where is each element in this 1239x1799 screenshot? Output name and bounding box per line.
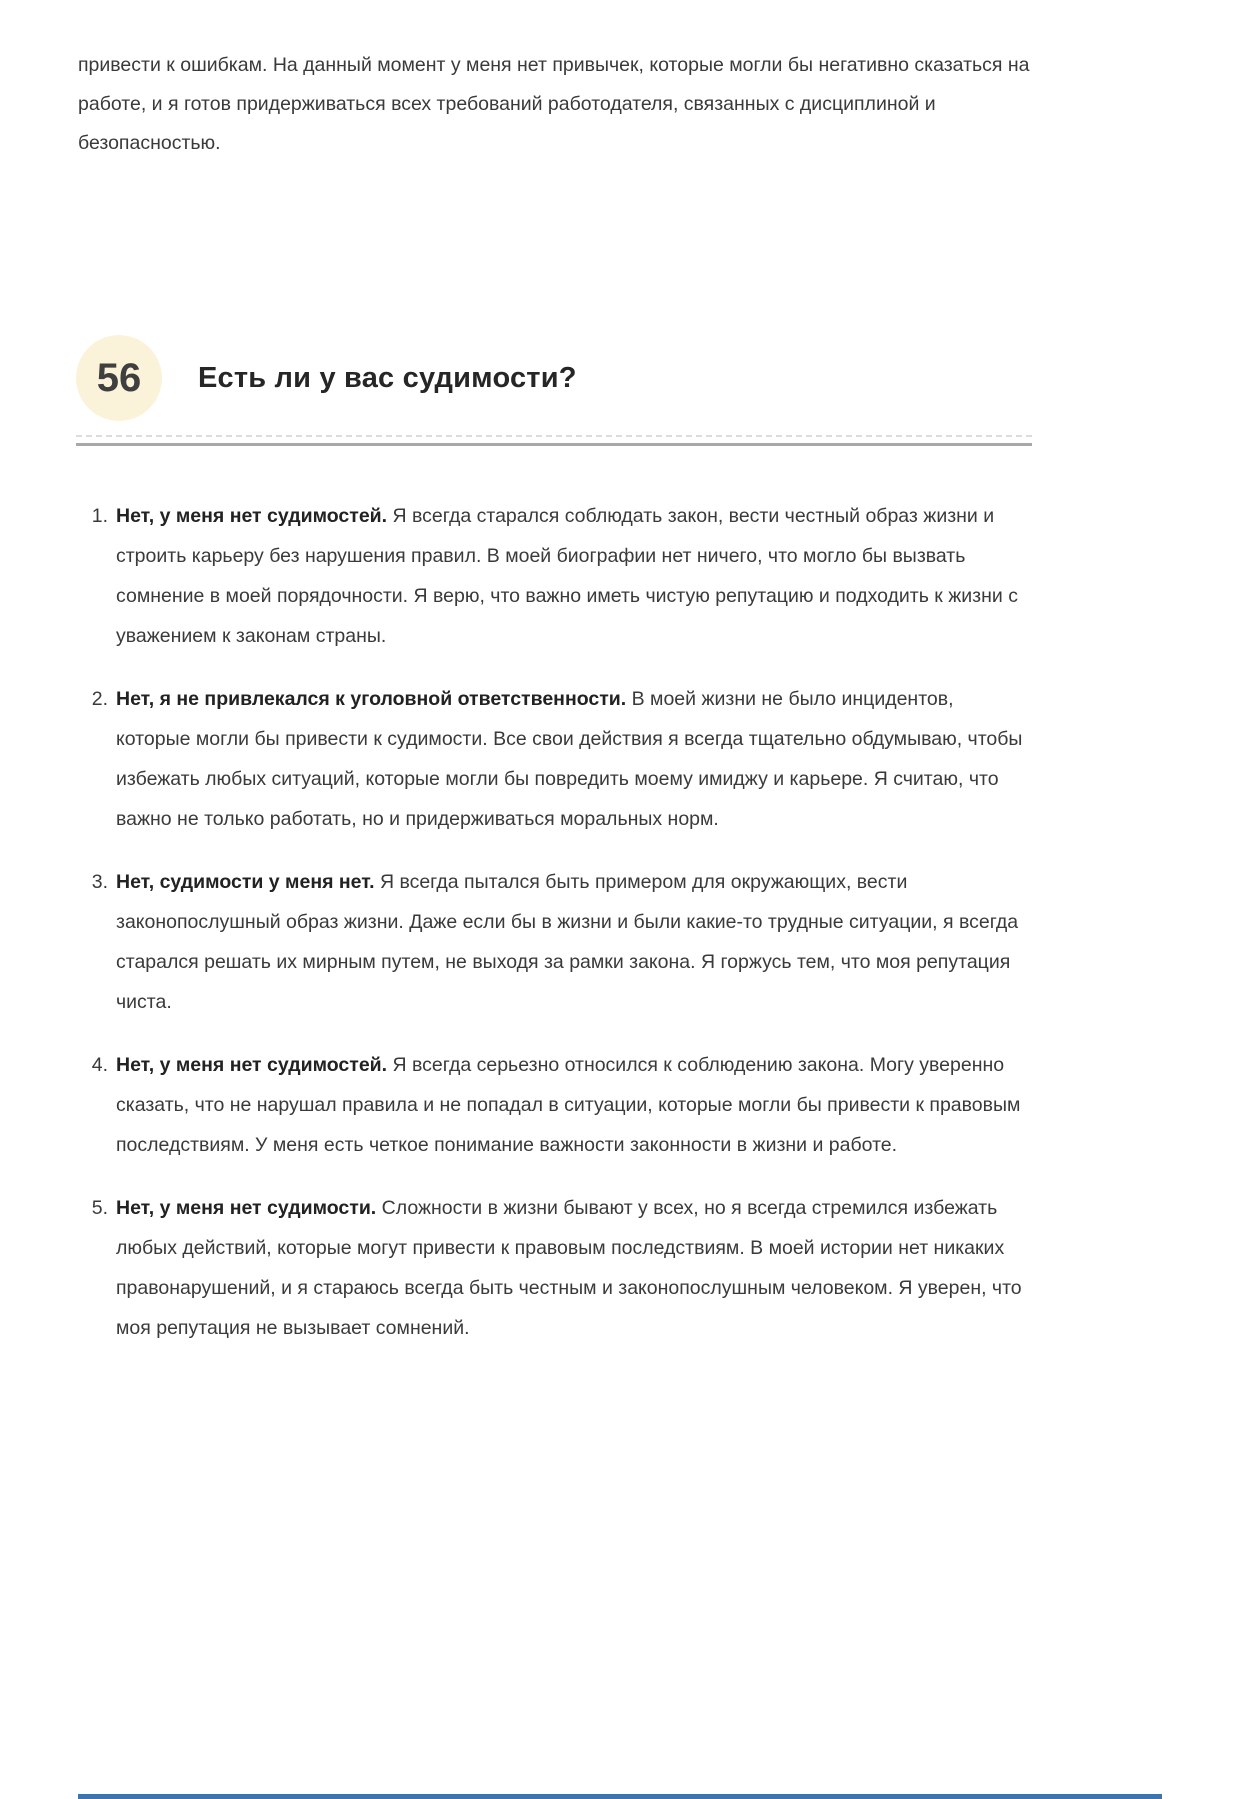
next-section-top-edge [78,1794,1162,1799]
question-title: Есть ли у вас судимости? [198,361,577,394]
answer-item-3 [78,862,1032,1022]
answer-text [116,1188,1032,1348]
answer-item-4 [78,1045,1032,1165]
answer-lead: Нет, у меня нет судимостей. [116,1054,388,1076]
answer-lead: Нет, судимости у меня нет. [116,871,375,893]
answer-text [116,496,1032,656]
answer-body: Я всегда старался соблюдать закон, вести честный образ жизни и строить карьеру без нарушения правил. В моей биографии нет ничего, что могло бы вызвать сомнение в моей порядочности. Я верю, что важно иметь чистую репутацию и подходить к жизни с уважением к законам страны. [116,505,1018,647]
answer-number: 2. [91,688,108,710]
answer-text [116,679,1032,839]
answer-body: Я всегда пытался быть примером для окружающих, вести законопослушный образ жизни. Даже если бы в жизни и были какие-то трудные ситуации, я всегда старался решать их мирным путем, не выходя за рамки закона. Я горжусь тем, что моя репутация чиста. [116,871,1019,1013]
intro-paragraph: привести к ошибкам. На данный момент у меня нет привычек, которые могли бы негативно сказаться на работе, и я готов придерживаться всех требований работодателя, связанных с дисциплиной и безопасностью. [78,54,1030,154]
answer-lead: Нет, я не привлекался к уголовной ответственности. [116,688,627,710]
answer-text [116,862,1032,1022]
document-page [0,46,1239,1799]
answer-item-2 [78,679,1032,839]
answer-body: Сложности в жизни бывают у всех, но я всегда стремился избежать любых действий, которые могут привести к правовым последствиям. В моей истории нет никаких правонарушений, и я стараюсь всегда быть честным и законопослушным человеком. Я уверен, что моя репутация не вызывает сомнений. [116,1197,1022,1339]
section-divider [76,435,1032,446]
answer-body: Я всегда серьезно относился к соблюдению закона. Могу уверенно сказать, что не нарушал правила и не попадал в ситуации, которые могли бы привести к правовым последствиям. У меня есть четкое понимание важности законности в жизни и работе. [116,1054,1021,1156]
answer-number: 1. [91,505,108,527]
question-number-badge: 56 [76,335,162,421]
question-header [76,335,1039,421]
answer-item-1 [78,496,1032,656]
answer-item-5 [78,1188,1032,1348]
answer-number: 4. [91,1054,108,1076]
answer-lead: Нет, у меня нет судимости. [116,1197,377,1219]
answers-list [78,496,1032,1348]
answer-lead: Нет, у меня нет судимостей. [116,505,388,527]
answer-number: 3. [91,871,108,893]
answer-number: 5. [91,1197,108,1219]
answer-text [116,1045,1032,1165]
answer-body: В моей жизни не было инцидентов, которые могли бы привести к судимости. Все свои действия я всегда тщательно обдумываю, чтобы избежать любых ситуаций, которые могли бы повредить моему имиджу и карьере. Я считаю, что важно не только работать, но и придерживаться моральных норм. [116,688,1023,830]
